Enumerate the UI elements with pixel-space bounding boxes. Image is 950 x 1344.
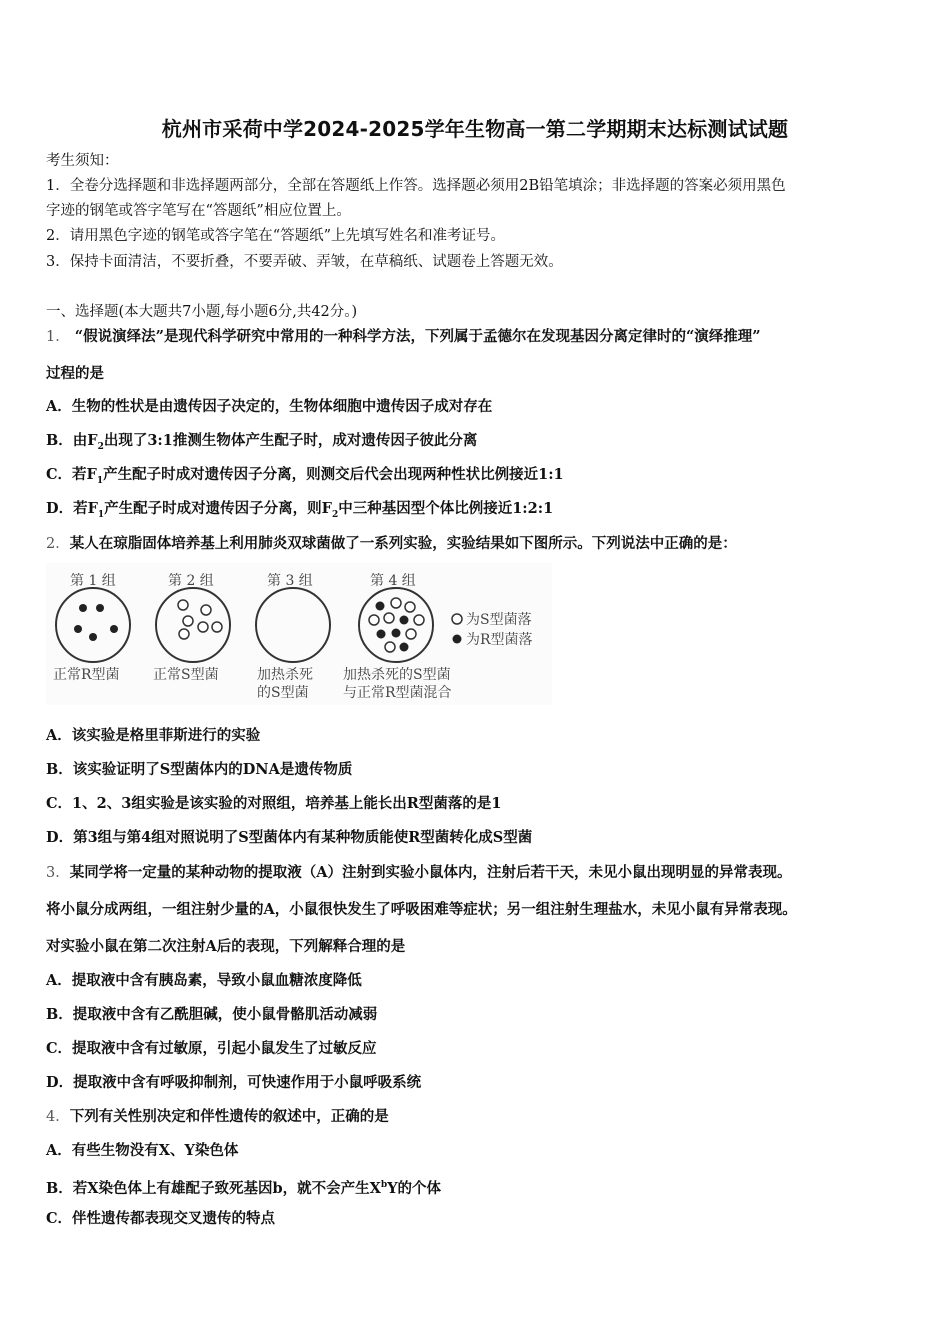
question-1-stem-cont: 过程的是 <box>46 365 104 382</box>
r-colony <box>376 602 385 611</box>
notice-item: 1．全卷分选择题和非选择题两部分，全部在答题纸上作答。选择题必须用2B铅笔填涂；非选择题的答案必须用黑色 <box>46 178 786 194</box>
r-colony <box>377 630 386 639</box>
notice-item: 2．请用黑色字迹的钢笔或答字笔在“答题纸”上先填写姓名和准考证号。 <box>46 228 506 244</box>
s-colony <box>178 600 188 610</box>
option-a[interactable]: A．该实验是格里菲斯进行的实验 <box>46 727 261 744</box>
s-colony <box>384 613 394 623</box>
s-colony <box>385 642 395 652</box>
group-label: 第 4 组 <box>370 573 416 589</box>
dish-group-2 <box>156 588 230 662</box>
option-d[interactable]: D．第3组与第4组对照说明了S型菌体内有某种物质能使R型菌转化成S型菌 <box>46 829 533 846</box>
dish-caption: 正常R型菌 <box>53 667 120 683</box>
r-colony-legend-icon <box>453 635 462 644</box>
experiment-figure <box>46 563 552 705</box>
question-4-stem: 4．下列有关性别决定和伴性遗传的叙述中，正确的是 <box>46 1108 389 1125</box>
r-colony <box>96 604 104 612</box>
r-colony <box>110 625 118 633</box>
s-colony <box>179 629 189 639</box>
question-number: 1． <box>46 329 70 345</box>
question-number: 2． <box>46 536 70 552</box>
option-c[interactable]: C．伴性遗传都表现交叉遗传的特点 <box>46 1210 276 1227</box>
figure-legend <box>452 611 533 648</box>
s-colony <box>405 602 415 612</box>
s-colony <box>391 598 401 608</box>
s-colony <box>406 629 416 639</box>
question-2-stem: 2．某人在琼脂固体培养基上利用肺炎双球菌做了一系列实验，实验结果如下图所示。下列说法中正确的是： <box>46 535 737 552</box>
group-label: 第 3 组 <box>267 573 313 589</box>
exam-title: 杭州市采荷中学2024-2025学年生物高一第二学期期末达标测试试题 <box>161 117 789 141</box>
r-colony <box>89 633 97 641</box>
option-b[interactable]: B．提取液中含有乙酰胆碱，使小鼠骨骼肌活动减弱 <box>46 1006 378 1023</box>
question-number: 4． <box>46 1109 70 1125</box>
dish-caption: 加热杀死的S型菌 <box>343 667 451 683</box>
option-a[interactable]: A．有些生物没有X、Y染色体 <box>46 1142 239 1159</box>
dish-caption: 正常S型菌 <box>153 667 219 683</box>
option-b[interactable]: B．该实验证明了S型菌体内的DNA是遗传物质 <box>46 761 353 778</box>
question-1-stem: 1． “假说演绎法”是现代科学研究中常用的一种科学方法，下列属于孟德尔在发现基因分离定律时的“演绎推理” <box>46 328 761 345</box>
dish-group-1 <box>56 588 130 662</box>
question-3-stem: 3．某同学将一定量的某种动物的提取液（A）注射到实验小鼠体内，注射后若干天，未见小鼠出现明显的异常表现。 <box>46 864 792 881</box>
question-3-stem-cont: 将小鼠分成两组，一组注射少量的A，小鼠很快发生了呼吸困难等症状；另一组注射生理盐水，未见小鼠有异常表现。 <box>46 901 797 918</box>
option-c[interactable]: C．提取液中含有过敏原，引起小鼠发生了过敏反应 <box>46 1040 377 1057</box>
s-colony <box>183 616 193 626</box>
question-number: 3． <box>46 865 70 881</box>
group-label: 第 1 组 <box>70 573 116 589</box>
dish-caption: 加热杀死 <box>257 667 313 683</box>
section-heading: 一、选择题(本大题共7小题,每小题6分,共42分。) <box>46 304 358 320</box>
notice-heading: 考生须知： <box>46 153 119 169</box>
r-colony <box>400 643 409 652</box>
notice-item: 字迹的钢笔或答字笔写在“答题纸”相应位置上。 <box>46 203 351 219</box>
option-d[interactable]: D．提取液中含有呼吸抑制剂，可快速作用于小鼠呼吸系统 <box>46 1074 422 1091</box>
dish-caption: 的S型菌 <box>257 685 309 701</box>
s-colony <box>201 605 211 615</box>
s-colony <box>212 622 222 632</box>
legend-s: 为S型菌落 <box>466 612 532 628</box>
option-a[interactable]: A．生物的性状是由遗传因子决定的，生物体细胞中遗传因子成对存在 <box>46 398 493 415</box>
s-colony <box>414 615 424 625</box>
group-label: 第 2 组 <box>168 573 214 589</box>
r-colony <box>392 629 401 638</box>
option-b[interactable]: B．若X染色体上有雄配子致死基因b，就不会产生$X^bY$的个体 <box>46 1179 442 1197</box>
s-colony <box>198 622 208 632</box>
r-colony <box>74 625 82 633</box>
question-3-stem-cont: 对实验小鼠在第二次注射A后的表现，下列解释合理的是 <box>46 938 406 955</box>
dish-group-4 <box>359 588 433 662</box>
dish-caption: 与正常R型菌混合 <box>343 685 452 701</box>
dish-group-3 <box>256 588 330 662</box>
s-colony <box>369 615 379 625</box>
s-colony-legend-icon <box>452 614 462 624</box>
option-c[interactable]: C．1、2、3组实验是该实验的对照组，培养基上能长出R型菌落的是1 <box>46 795 502 812</box>
option-a[interactable]: A．提取液中含有胰岛素，导致小鼠血糖浓度降低 <box>46 972 362 989</box>
option-c[interactable]: C．若$F_1$产生配子时成对遗传因子分离，则测交后代会出现两种性状比例接近1:1 <box>46 466 564 486</box>
r-colony <box>400 616 409 625</box>
r-colony <box>79 604 87 612</box>
notice-item: 3．保持卡面清洁，不要折叠，不要弄破、弄皱，在草稿纸、试题卷上答题无效。 <box>46 254 563 270</box>
option-d[interactable]: D．若$F_1$产生配子时成对遗传因子分离，则$F_2$中三种基因型个体比例接近1:2:1 <box>46 500 554 520</box>
option-b[interactable]: B．由$F_2$出现了3:1推测生物体产生配子时，成对遗传因子彼此分离 <box>46 432 478 452</box>
legend-r: 为R型菌落 <box>466 632 533 648</box>
